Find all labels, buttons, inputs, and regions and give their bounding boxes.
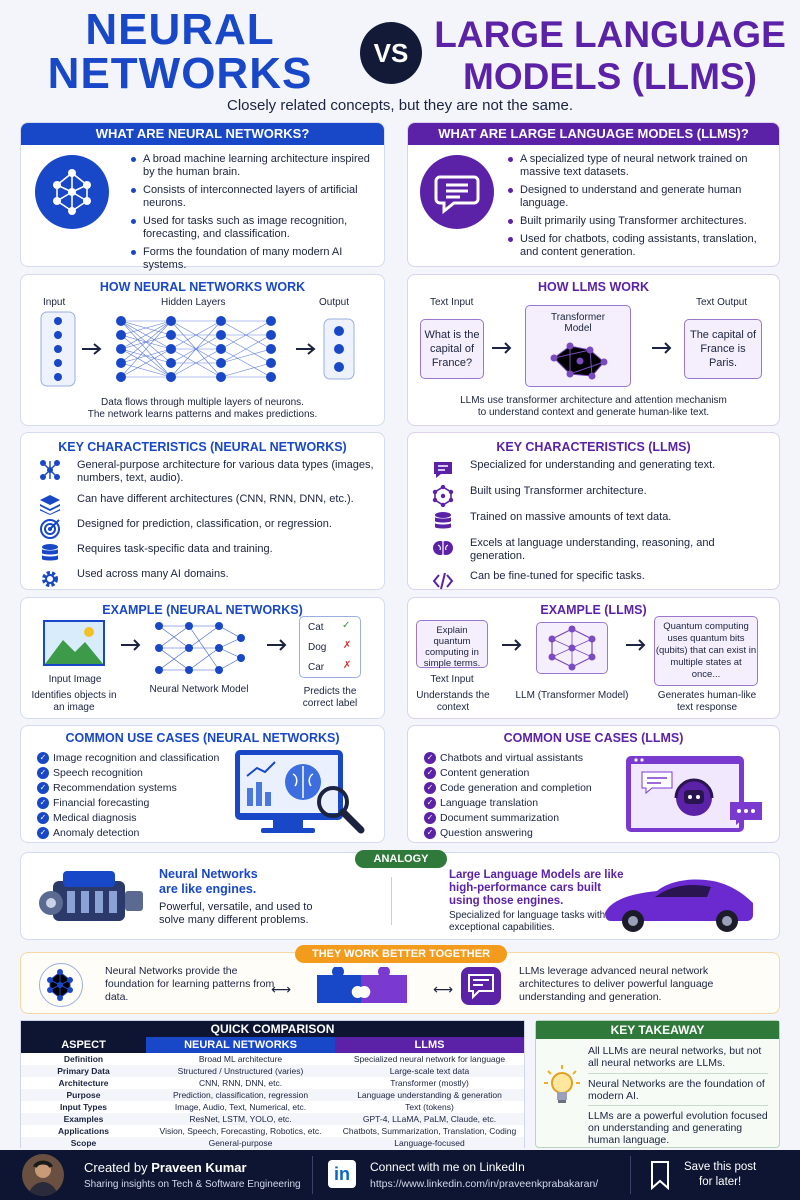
- column-header: ASPECT: [21, 1037, 146, 1053]
- bookmark-icon[interactable]: [648, 1160, 672, 1190]
- what-nn-list: [131, 153, 371, 277]
- output-label: Output: [319, 297, 350, 308]
- takeaway-item: All LLMs are neural networks, but not all neural networks are LLMs.: [588, 1045, 762, 1069]
- transformer-label: Transformer Model: [550, 312, 606, 334]
- item-text: Built using Transformer architecture.: [470, 485, 647, 497]
- usecases-nn-card: [20, 725, 385, 843]
- connect-text: Connect with me on LinkedIn: [370, 1160, 525, 1174]
- created-by: Created by: [84, 1160, 148, 1175]
- item-text: Trained on massive amounts of text data.: [470, 511, 672, 523]
- section-title: HOW NEURAL NETWORKS WORK: [99, 280, 306, 294]
- puzzle-icon: [313, 967, 413, 1007]
- label-car: Car: [308, 662, 325, 673]
- section-title: KEY CHARACTERISTICS (NEURAL NETWORKS): [58, 440, 347, 454]
- hidden-label: Hidden Layers: [161, 297, 226, 308]
- prompt-box: Explain quantum computing in simple terms.: [416, 620, 488, 668]
- list-item: Used for tasks such as image recognition, forecasting, and classification.: [131, 215, 371, 241]
- table-cell: Broad ML architecture: [198, 1054, 283, 1064]
- list-item: ✓ Anomaly detection: [37, 827, 139, 839]
- together-card: [20, 948, 780, 1014]
- title-line: LARGE LANGUAGE: [434, 14, 786, 55]
- question-box: What is the capital of France?: [420, 319, 484, 379]
- list-item: ✓ Document summarization: [424, 812, 559, 824]
- takeaway-item: Neural Networks are the foundation of modern AI.: [588, 1078, 765, 1102]
- transformer-icon: [432, 485, 454, 505]
- label-cat: Cat: [308, 622, 324, 633]
- item-text: Designed for prediction, classification, or regression.: [77, 518, 332, 530]
- caption-line: The network learns patterns and makes predictions.: [87, 409, 318, 420]
- comparison-title: QUICK COMPARISON: [21, 1021, 524, 1037]
- avatar: [22, 1154, 64, 1196]
- table-cell: Vision, Speech, Forecasting, Robotics, etc.: [159, 1126, 322, 1136]
- caption-line: LLMs use transformer architecture and attention mechanism: [460, 395, 727, 406]
- chat-icon: [461, 967, 501, 1005]
- monitor-brain-illustration: [233, 748, 373, 838]
- section-title: HOW LLMS WORK: [537, 280, 650, 294]
- takeaway-item: LLMs are a powerful evolution focused on understanding and generating human language.: [588, 1110, 768, 1146]
- item-text: Can have different architectures (CNN, RNN, DNN, etc.).: [77, 493, 354, 505]
- key-nn-card: [20, 432, 385, 590]
- linkedin-url[interactable]: https://www.linkedin.com/in/praveenkprabakaran/: [370, 1178, 599, 1190]
- nodes-icon: [39, 459, 61, 479]
- section-banner: WHAT ARE NEURAL NETWORKS?: [21, 123, 384, 145]
- table-row: [21, 1053, 524, 1065]
- arrow-icon: [490, 341, 516, 355]
- table-cell: Transformer (mostly): [390, 1078, 469, 1088]
- table-row: [21, 1125, 524, 1137]
- table-row: [21, 1137, 524, 1149]
- title-line: are like engines.: [159, 882, 257, 896]
- table-row: [21, 1065, 524, 1077]
- table-cell: Language-focused: [394, 1138, 465, 1148]
- item-text: Used across many AI domains.: [77, 568, 229, 580]
- section-title: EXAMPLE (LLMS): [540, 603, 647, 617]
- footer: [0, 1150, 800, 1200]
- section-title: KEY CHARACTERISTICS (LLMS): [496, 440, 691, 454]
- identifies-label: Identifies objects in an image: [31, 690, 117, 713]
- column-header: NEURAL NETWORKS: [146, 1037, 335, 1053]
- table-cell: Large-scale text data: [389, 1066, 470, 1076]
- list-item: ✓ Code generation and completion: [424, 782, 592, 794]
- double-arrow-icon: ⟷: [271, 981, 292, 997]
- double-arrow-icon: ⟷: [433, 981, 454, 997]
- what-nn-card: [20, 122, 385, 271]
- arrow-icon: [500, 638, 524, 657]
- item-text: General-purpose architecture for various data types (images, numbers, text, audio).: [77, 459, 374, 484]
- code-icon: [432, 570, 454, 590]
- subtitle: Closely related concepts, but they are not the same.: [226, 97, 574, 114]
- database-icon: [39, 543, 61, 563]
- table-row: [21, 1101, 524, 1113]
- title-line: Neural Networks: [159, 867, 258, 881]
- predicts-label: Predicts the correct label: [302, 686, 358, 709]
- graph-icon: [546, 336, 612, 384]
- vs-badge: VS: [360, 22, 422, 84]
- title-llms: [430, 14, 790, 98]
- table-cell: Chatbots, Summarization, Translation, Coding: [342, 1126, 517, 1136]
- takeaway-title: KEY TAKEAWAY: [536, 1021, 779, 1039]
- section-title: COMMON USE CASES (LLMS): [503, 731, 684, 745]
- bulb-icon: [544, 1063, 580, 1107]
- list-item: Designed to understand and generate human language.: [508, 184, 763, 210]
- save-line: Save this post: [684, 1161, 757, 1173]
- how-llm-card: [407, 274, 780, 426]
- key-llm-card: [407, 432, 780, 590]
- labels-box: [299, 616, 361, 678]
- chatbot-illustration: [622, 748, 772, 838]
- llm-model-label: LLM (Transformer Model): [515, 690, 629, 701]
- nn-analogy-desc: Powerful, versatile, and used to solve many different problems.: [159, 901, 313, 926]
- divider: [391, 877, 392, 925]
- cross-icon: ✗: [343, 640, 352, 651]
- item-text: Excels at language understanding, reasoning, and generation.: [470, 537, 715, 562]
- takeaway-card: [535, 1020, 780, 1148]
- analogy-card: [20, 852, 780, 940]
- divider: [630, 1156, 631, 1194]
- llm-analogy-desc: Specialized for language tasks with exceptional capabilities.: [449, 910, 606, 933]
- table-cell: Text (tokens): [405, 1102, 454, 1112]
- car-illustration: [599, 869, 759, 933]
- llm-analogy-title: Large Language Models are like high-performance cars built using those engines.: [449, 869, 624, 907]
- list-item: ✓ Content generation: [424, 767, 529, 779]
- author-line: [84, 1160, 247, 1175]
- table-cell: GPT-4, LLaMA, PaLM, Claude, etc.: [362, 1114, 497, 1124]
- chat-icon: [420, 155, 494, 229]
- how-llm-caption: [408, 395, 779, 419]
- neural-network-icon: [39, 963, 83, 1007]
- table-row: [21, 1113, 524, 1125]
- how-nn-card: [20, 274, 385, 426]
- item-text: Requires task-specific data and training.: [77, 543, 273, 555]
- list-item: Built primarily using Transformer architectures.: [508, 215, 763, 228]
- divider: [588, 1105, 768, 1106]
- list-item: ✓ Financial forecasting: [37, 797, 149, 809]
- layers-icon: [39, 493, 61, 513]
- title-line: MODELS (LLMS): [463, 56, 757, 97]
- section-title: COMMON USE CASES (NEURAL NETWORKS): [65, 731, 340, 745]
- check-icon: ✓: [342, 620, 351, 631]
- table-cell: Primary Data: [57, 1066, 110, 1076]
- title-line: NETWORKS: [47, 49, 313, 98]
- table-cell: CNN, RNN, DNN, etc.: [198, 1078, 283, 1088]
- what-llm-list: [508, 153, 763, 264]
- brain-icon: [432, 537, 454, 557]
- list-item: ✓ Chatbots and virtual assistants: [424, 752, 583, 764]
- analogy-badge: ANALOGY: [355, 850, 447, 868]
- arrow-icon: [624, 638, 648, 657]
- table-cell: Purpose: [66, 1090, 101, 1100]
- comparison-table: [20, 1020, 525, 1148]
- together-badge: THEY WORK BETTER TOGETHER: [295, 945, 507, 963]
- generates-label: Generates human-like text response: [657, 690, 757, 713]
- gear-icon: [39, 568, 61, 588]
- title-line: NEURAL: [85, 5, 275, 54]
- text-input-label: Text Input: [430, 674, 474, 685]
- author-name: Praveen Kumar: [151, 1160, 247, 1175]
- example-llm-card: [407, 597, 780, 719]
- list-item: Consists of interconnected layers of artificial neurons.: [131, 184, 371, 210]
- table-row: [21, 1077, 524, 1089]
- section-title: EXAMPLE (NEURAL NETWORKS): [102, 603, 303, 617]
- answer-box: The capital of France is Paris.: [684, 319, 762, 379]
- list-item: A broad machine learning architecture inspired by the human brain.: [131, 153, 371, 179]
- title-neural-networks: [20, 5, 340, 98]
- together-nn-text: Neural Networks provide the foundation for learning patterns from data.: [105, 965, 275, 1003]
- divider: [312, 1156, 313, 1194]
- nn-model-label: Neural Network Model: [149, 684, 249, 695]
- transformer-box: [525, 305, 631, 387]
- text-output-label: Text Output: [696, 297, 748, 308]
- save-text: [684, 1160, 756, 1190]
- neural-network-icon: [35, 155, 109, 229]
- table-cell: Examples: [63, 1114, 104, 1124]
- table-cell: Applications: [57, 1126, 109, 1136]
- table-cell: Input Types: [59, 1102, 108, 1112]
- chat-icon: [432, 459, 454, 479]
- label-dog: Dog: [308, 642, 327, 653]
- list-item: ✓ Speech recognition: [37, 767, 143, 779]
- table-cell: Structured / Unstructured (varies): [177, 1066, 304, 1076]
- list-item: A specialized type of neural network trained on massive text datasets.: [508, 153, 763, 179]
- arrow-icon: [265, 638, 289, 657]
- target-icon: [39, 518, 61, 538]
- caption-line: Data flows through multiple layers of neurons.: [101, 397, 304, 408]
- table-cell: Language understanding & generation: [357, 1090, 502, 1100]
- list-item: ✓ Language translation: [424, 797, 538, 809]
- caption-line: to understand context and generate human-like text.: [477, 407, 710, 418]
- nn-model-diagram: [149, 618, 249, 678]
- understands-label: Understands the context: [416, 690, 490, 713]
- item-text: Specialized for understanding and generating text.: [470, 459, 716, 471]
- input-label: Input: [43, 297, 66, 308]
- table-row: [21, 1089, 524, 1101]
- table-cell: Image, Audio, Text, Numerical, etc.: [174, 1102, 307, 1112]
- response-box: Quantum computing uses quantum bits (qubits) that can exist in multiple states at once...: [654, 616, 758, 686]
- column-header: LLMS: [335, 1037, 524, 1053]
- table-cell: Scope: [70, 1138, 97, 1148]
- arrow-icon: [650, 341, 676, 355]
- table-cell: Architecture: [58, 1078, 109, 1088]
- list-item: Used for chatbots, coding assistants, translation, and content generation.: [508, 233, 763, 259]
- list-item: ✓ Image recognition and classification: [37, 752, 219, 764]
- nn-analogy-title: [159, 867, 258, 897]
- save-line: for later!: [699, 1176, 742, 1188]
- together-llm-text: LLMs leverage advanced neural network architectures to deliver powerful language understanding and generation.: [519, 965, 714, 1003]
- usecases-llm-card: [407, 725, 780, 843]
- how-nn-caption: [21, 397, 384, 421]
- list-item: ✓ Question answering: [424, 827, 533, 839]
- table-cell: General-purpose: [208, 1138, 273, 1148]
- table-cell: Prediction, classification, regression: [172, 1090, 309, 1100]
- arrow-icon: [119, 638, 143, 657]
- llm-model-box: [536, 622, 608, 674]
- section-banner: WHAT ARE LARGE LANGUAGE MODELS (LLMS)?: [408, 123, 779, 145]
- what-llm-card: [407, 122, 780, 267]
- list-item: Forms the foundation of many modern AI systems.: [131, 246, 371, 272]
- list-item: ✓ Medical diagnosis: [37, 812, 136, 824]
- item-text: Can be fine-tuned for specific tasks.: [470, 570, 645, 582]
- table-cell: ResNet, LSTM, YOLO, etc.: [189, 1114, 292, 1124]
- example-nn-card: [20, 597, 385, 719]
- linkedin-icon[interactable]: in: [328, 1160, 356, 1188]
- input-image-label: Input Image: [48, 674, 102, 685]
- list-item: ✓ Recommendation systems: [37, 782, 177, 794]
- network-diagram: [36, 311, 371, 387]
- text-input-label: Text Input: [430, 297, 474, 308]
- divider: [588, 1073, 768, 1074]
- table-cell: Definition: [63, 1054, 104, 1064]
- engine-illustration: [37, 865, 149, 931]
- image-icon: [43, 620, 105, 666]
- tagline: Sharing insights on Tech & Software Engineering: [84, 1179, 301, 1190]
- database-icon: [432, 511, 454, 531]
- cross-icon: ✗: [343, 660, 352, 671]
- table-cell: Specialized neural network for language: [353, 1054, 506, 1064]
